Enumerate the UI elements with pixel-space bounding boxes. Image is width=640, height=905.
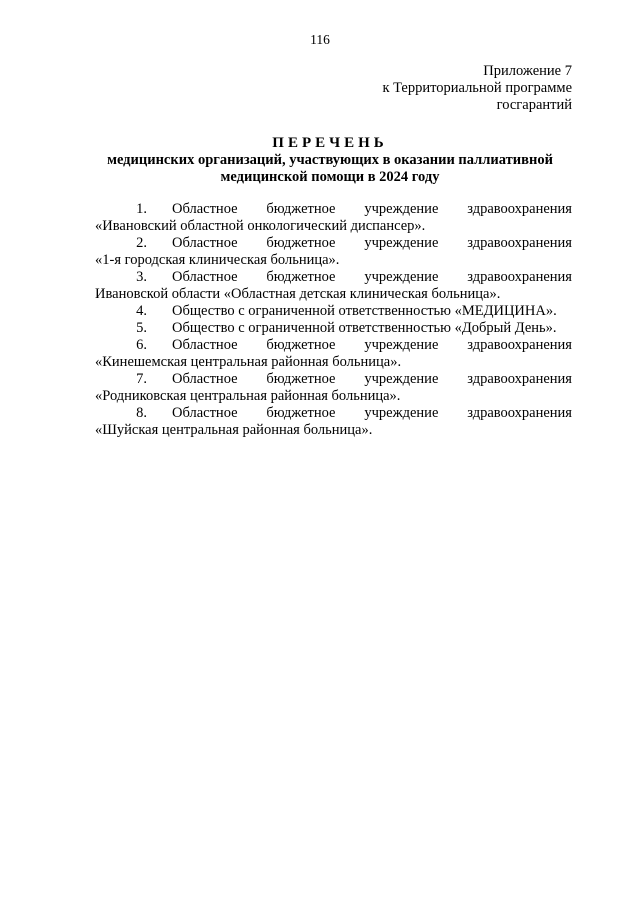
item-word: Областное <box>172 405 238 421</box>
list-item <box>95 303 572 320</box>
item-word: здравоохранения <box>467 337 572 353</box>
item-word: Областное <box>172 337 238 353</box>
title-main: ПЕРЕЧЕНЬ <box>272 135 388 151</box>
item-name: «Кинешемская центральная районная больница». <box>95 354 402 370</box>
item-word: здравоохранения <box>467 269 572 285</box>
page-number: 116 <box>310 32 330 47</box>
document-title <box>0 134 640 186</box>
item-number: 5. <box>136 320 147 336</box>
item-word: Областное <box>172 201 238 217</box>
item-word: учреждение <box>364 405 439 421</box>
item-word: Областное <box>172 269 238 285</box>
organization-list <box>95 201 572 439</box>
item-name: Общество с ограниченной ответственностью «Добрый День». <box>172 320 557 336</box>
item-word: бюджетное <box>266 337 336 353</box>
list-item <box>95 269 572 303</box>
item-word: здравоохранения <box>467 405 572 421</box>
appendix-line: Приложение 7 <box>483 63 572 79</box>
list-item <box>95 371 572 405</box>
list-item <box>95 201 572 235</box>
list-item <box>95 235 572 269</box>
list-item <box>95 405 572 439</box>
item-word: бюджетное <box>266 201 336 217</box>
item-word: учреждение <box>364 337 439 353</box>
item-name: Ивановской области «Областная детская клиническая больница». <box>95 286 501 302</box>
item-number: 2. <box>136 235 147 251</box>
item-word: здравоохранения <box>467 371 572 387</box>
item-number: 8. <box>136 405 147 421</box>
item-word: Областное <box>172 235 238 251</box>
item-number: 1. <box>136 201 147 217</box>
title-subtitle: медицинской помощи в 2024 году <box>220 169 440 185</box>
item-name: Общество с ограниченной ответственностью «МЕДИЦИНА». <box>172 303 557 319</box>
item-name: «1-я городская клиническая больница». <box>95 252 340 268</box>
item-word: учреждение <box>364 371 439 387</box>
item-number: 3. <box>136 269 147 285</box>
item-number: 6. <box>136 337 147 353</box>
item-word: бюджетное <box>266 371 336 387</box>
list-item <box>95 337 572 371</box>
title-subtitle: медицинских организаций, участвующих в оказании паллиативной <box>107 152 553 168</box>
item-number: 7. <box>136 371 147 387</box>
item-word: здравоохранения <box>467 235 572 251</box>
item-word: бюджетное <box>266 269 336 285</box>
list-item <box>95 320 572 337</box>
item-word: бюджетное <box>266 405 336 421</box>
appendix-line: госгарантий <box>496 97 572 113</box>
item-word: здравоохранения <box>467 201 572 217</box>
appendix-line: к Территориальной программе <box>382 80 572 96</box>
item-name: «Родниковская центральная районная больница». <box>95 388 401 404</box>
item-word: учреждение <box>364 201 439 217</box>
item-word: учреждение <box>364 269 439 285</box>
item-word: Областное <box>172 371 238 387</box>
item-number: 4. <box>136 303 147 319</box>
item-name: «Шуйская центральная районная больница». <box>95 422 373 438</box>
item-word: бюджетное <box>266 235 336 251</box>
item-word: учреждение <box>364 235 439 251</box>
item-name: «Ивановский областной онкологический диспансер». <box>95 218 426 234</box>
appendix-note <box>382 63 572 114</box>
